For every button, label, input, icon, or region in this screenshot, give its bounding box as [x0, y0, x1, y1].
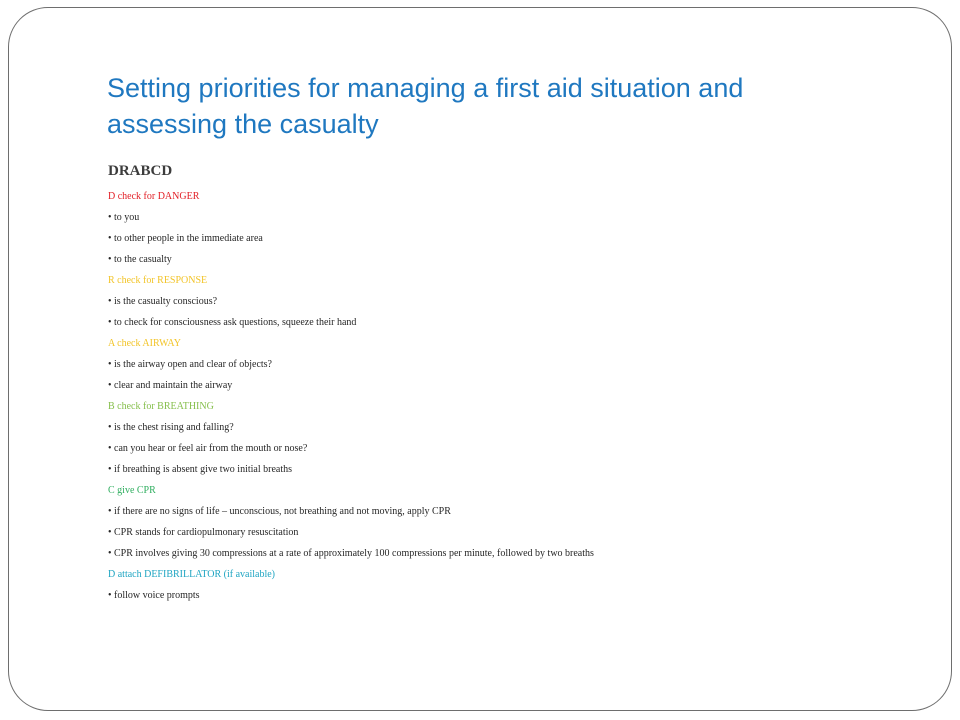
bullet-item: • can you hear or feel air from the mouth or nose? [108, 443, 308, 454]
step-heading-airway: A check AIRWAY [108, 338, 181, 349]
step-heading-danger: D check for DANGER [108, 191, 200, 202]
bullet-item: • CPR involves giving 30 compressions at a rate of approximately 100 compressions per minute, followed by two breaths [108, 548, 594, 559]
drabcd-list [108, 186, 908, 606]
bullet-item: • to other people in the immediate area [108, 233, 263, 244]
bullet-item: • to the casualty [108, 254, 172, 265]
bullet-item: • clear and maintain the airway [108, 380, 233, 391]
bullet-item: • if there are no signs of life – unconscious, not breathing and not moving, apply CPR [108, 506, 451, 517]
bullet-item: • is the airway open and clear of objects? [108, 359, 272, 370]
slide-frame [8, 7, 952, 711]
step-heading-breathing: B check for BREATHING [108, 401, 214, 412]
step-heading-defib: D attach DEFIBRILLATOR (if available) [108, 569, 275, 580]
bullet-item: • to you [108, 212, 140, 223]
bullet-item: • if breathing is absent give two initial breaths [108, 464, 293, 475]
bullet-item: • is the chest rising and falling? [108, 422, 234, 433]
drabcd-heading: DRABCD [108, 163, 173, 179]
bullet-item: • to check for consciousness ask questions, squeeze their hand [108, 317, 357, 328]
slide-title: Setting priorities for managing a first aid situation and assessing the casualty [107, 73, 744, 139]
bullet-item: • follow voice prompts [108, 590, 200, 601]
step-heading-response: R check for RESPONSE [108, 275, 208, 286]
bullet-item: • is the casualty conscious? [108, 296, 218, 307]
bullet-item: • CPR stands for cardiopulmonary resuscitation [108, 527, 299, 538]
step-heading-cpr: C give CPR [108, 485, 156, 496]
